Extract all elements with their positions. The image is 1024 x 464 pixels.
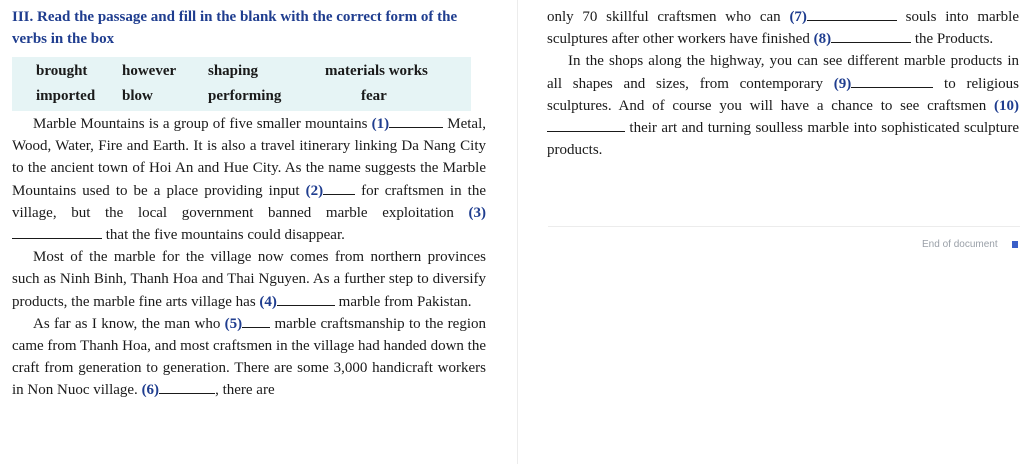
text: their art and turning soulless marble into sophisticated sculpture products.	[547, 120, 1019, 159]
blank-number: (10)	[994, 97, 1019, 114]
right-paragraph-1	[547, 6, 1019, 50]
left-column	[12, 6, 486, 402]
blank-number: (7)	[789, 9, 807, 25]
text: Metal, Wood, Water, Fire and Earth. It is also a travel itinerary linking Da Nang City to the ancient town of Hoi An and Hue City. As the name suggests the Marble Mountains used to be a place providing input	[12, 116, 486, 199]
word-box	[12, 57, 471, 111]
answer-blank-6[interactable]	[159, 382, 215, 394]
word-box-table	[36, 59, 447, 109]
end-separator	[548, 226, 1020, 227]
text: , there are	[215, 382, 275, 399]
word-box-cell: materials works	[325, 63, 428, 79]
exercise-heading: III. Read the passage and fill in the blank with the correct form of the verbs in the box	[12, 9, 458, 47]
blank-number: (4)	[259, 293, 277, 310]
right-column	[547, 6, 1019, 161]
word-box-row	[36, 59, 447, 84]
word-box-cell: shaping	[208, 63, 259, 79]
text: souls into marble sculptures after other workers have finished	[547, 9, 1019, 48]
blank-number: (8)	[813, 31, 832, 48]
text: As far as I know, the man who	[33, 315, 225, 332]
paragraph-3	[12, 313, 486, 402]
word-box-cell: blow	[122, 88, 153, 104]
answer-blank-9[interactable]	[851, 76, 933, 88]
answer-blank-10[interactable]	[547, 120, 625, 132]
word-box-cell: brought	[36, 63, 88, 79]
answer-blank-1[interactable]	[389, 116, 443, 128]
word-box-cell: however	[122, 63, 177, 79]
text: to religious sculptures. And of course you will have a chance to see craftsmen	[547, 75, 1019, 114]
answer-blank-7[interactable]	[807, 9, 897, 21]
word-box-cell: imported	[36, 88, 96, 104]
answer-blank-4[interactable]	[277, 294, 335, 306]
blank-number: (9)	[833, 75, 852, 92]
paragraph-2	[12, 246, 486, 313]
text: the Products.	[911, 31, 994, 48]
text: for craftsmen in the village, but the local government banned marble exploitation	[12, 182, 487, 221]
blank-number: (5)	[224, 315, 243, 332]
text: marble from Pakistan.	[334, 293, 472, 310]
text: Most of the marble for the village now comes from northern provinces such as Ninh Binh, Thanh Hoa and Thai Nguyen. As a further step to diversify products, the marble fine arts village has	[12, 249, 486, 310]
paragraph-1	[12, 113, 486, 246]
answer-blank-5[interactable]	[242, 316, 270, 328]
text: In the shops along the highway, you can see different marble products in all shapes and sizes, from contemporary	[547, 53, 1019, 92]
right-paragraph-2	[547, 50, 1019, 161]
blank-number: (3)	[468, 204, 486, 221]
answer-blank-3[interactable]	[12, 227, 102, 239]
blank-number: (1)	[371, 116, 390, 132]
column-divider	[517, 0, 518, 464]
word-box-row	[36, 84, 447, 109]
text: marble craftsmanship to the region came from Thanh Hoa, and most craftsmen in the village had handed down the craft from generation to generation. There are some 3,000 handicraft workers in Non Nuoc village.	[12, 315, 486, 399]
text: that the five mountains could disappear.	[102, 227, 345, 244]
text: Marble Mountains is a group of five smaller mountains	[33, 116, 372, 132]
text: only 70 skillful craftsmen who can	[547, 9, 790, 25]
answer-blank-2[interactable]	[323, 183, 355, 195]
word-box-cell: fear	[361, 88, 387, 104]
blank-number: (6)	[141, 382, 160, 399]
blank-number: (2)	[305, 182, 324, 199]
word-box-cell: performing	[208, 88, 282, 104]
answer-blank-8[interactable]	[831, 31, 911, 43]
end-of-document-label: End of document	[922, 239, 998, 250]
end-marker-icon	[1012, 241, 1018, 248]
